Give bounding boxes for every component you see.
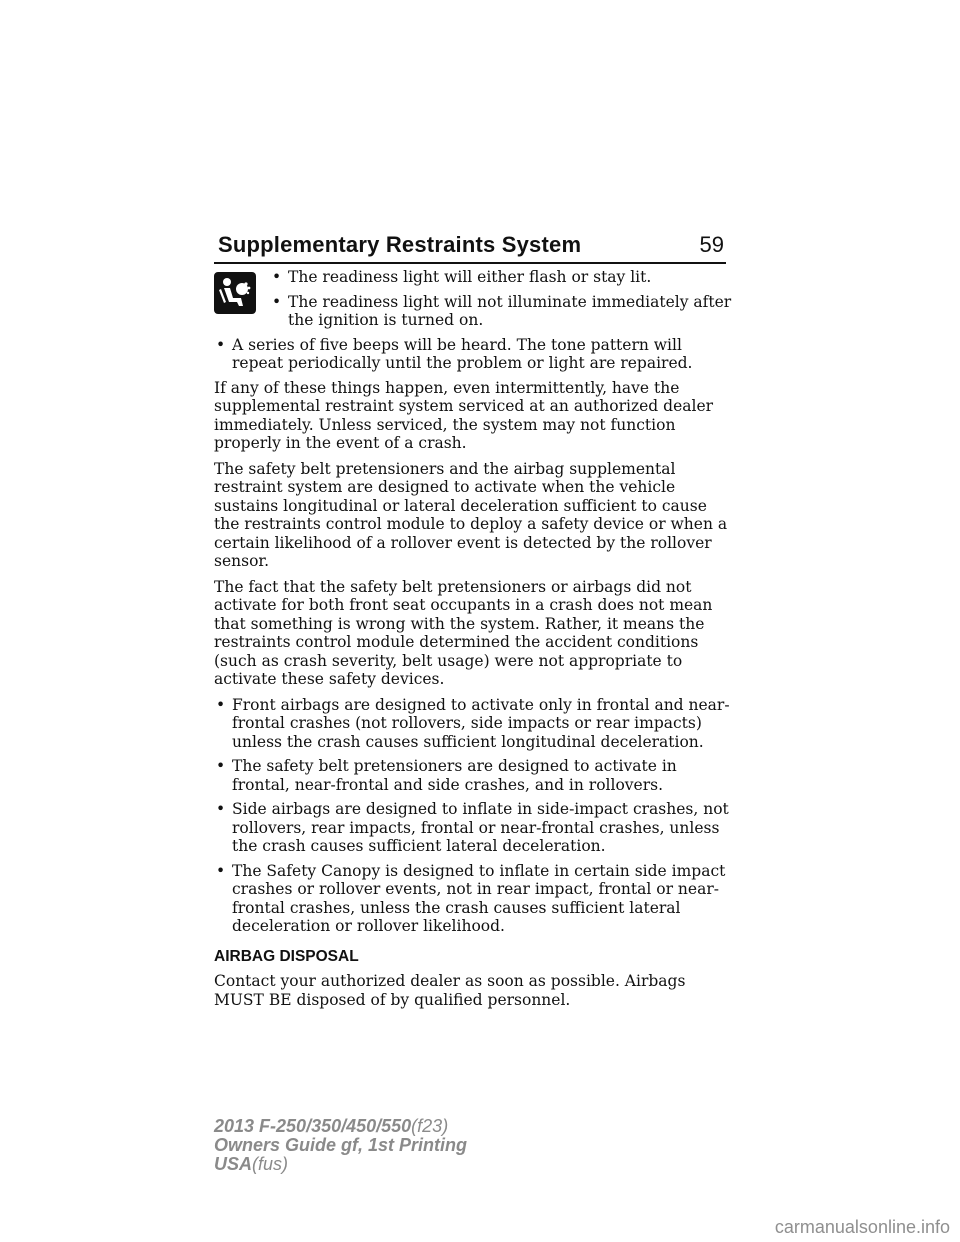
list-item-text: Front airbags are designed to activate only in frontal and near-frontal crashes (not rollovers, side impacts or rear impacts) unless the crash causes sufficient longitudinal deceleration. — [232, 695, 730, 751]
list-item — [214, 800, 734, 856]
bullet-icon: • — [216, 800, 226, 818]
list-item-text: The readiness light will not illuminate immediately after the ignition is turned on. — [288, 292, 732, 329]
list-item-text: The Safety Canopy is designed to inflate in certain side impact crashes or rollover events, not in rear impact, frontal or near-frontal crashes, unless the crash causes sufficient lateral deceleration or rollover likelihood. — [232, 861, 726, 935]
watermark: carmanualsonline.info — [774, 1217, 950, 1237]
paragraph: The fact that the safety belt pretensioners or airbags did not activate for both front seat occupants in a crash does not mean that something is wrong with the system. Rather, it means the restraints control module determined the accident conditions (such as crash severity, belt usage) were not appropriate to activate these safety devices. — [214, 577, 713, 688]
bullet-icon: • — [216, 695, 226, 714]
bullet-icon: • — [216, 757, 226, 775]
warning-block — [214, 268, 734, 330]
footer-market: USA — [214, 1154, 253, 1174]
bullet-icon: • — [272, 292, 282, 311]
paragraph: The safety belt pretensioners and the airbag supplemental restraint system are designed to activate when the vehicle sustains longitudinal or lateral deceleration sufficient to cause the restraints control module to deploy a safety device or when a certain likelihood of a rollover event is detected by the rollover sensor. — [214, 459, 728, 570]
bullet-icon: • — [216, 861, 226, 880]
list-item — [214, 862, 734, 936]
page-title: Supplementary Restraints System — [218, 232, 582, 257]
footer-line — [214, 1136, 467, 1155]
list-item-text: Side airbags are designed to inflate in side-impact crashes, not rollovers, rear impacts, frontal or near-frontal crashes, unless the crash causes sufficient lateral deceleration. — [232, 800, 729, 855]
list-item — [270, 293, 734, 330]
bullet-icon: • — [272, 268, 282, 286]
list-item-text: The safety belt pretensioners are designed to activate in frontal, near-frontal and side crashes, and in rollovers. — [232, 757, 677, 794]
list-item — [270, 268, 734, 287]
list-item — [214, 696, 734, 752]
footer-market-code: (fus) — [252, 1154, 289, 1174]
bullet-icon: • — [216, 335, 226, 354]
list-item — [214, 336, 734, 373]
footer-model: 2013 F-250/350/450/550 — [214, 1116, 412, 1136]
footer-guide: Owners Guide gf, 1st Printing — [214, 1135, 468, 1155]
list-item-text: The readiness light will either flash or stay lit. — [288, 268, 652, 286]
airbag-warning-icon — [214, 272, 256, 314]
list-item — [214, 757, 734, 794]
footer-model-code: (f23) — [411, 1116, 449, 1136]
footer-line — [214, 1117, 467, 1136]
page-content — [214, 268, 734, 1016]
paragraph: If any of these things happen, even intermittently, have the supplemental restraint system serviced at an authorized dealer immediately. Unless serviced, the system may not function properly in the event of a crash. — [214, 378, 714, 452]
list-item-text: A series of five beeps will be heard. The tone pattern will repeat periodically until the problem or light are repaired. — [232, 335, 693, 372]
section-heading: AIRBAG DISPOSAL — [214, 947, 359, 965]
footer — [214, 1117, 467, 1174]
page-header — [214, 228, 726, 264]
footer-line — [214, 1155, 467, 1174]
page-number: 59 — [699, 232, 724, 257]
paragraph: Contact your authorized dealer as soon as possible. Airbags MUST BE disposed of by qualified personnel. — [214, 972, 686, 1009]
